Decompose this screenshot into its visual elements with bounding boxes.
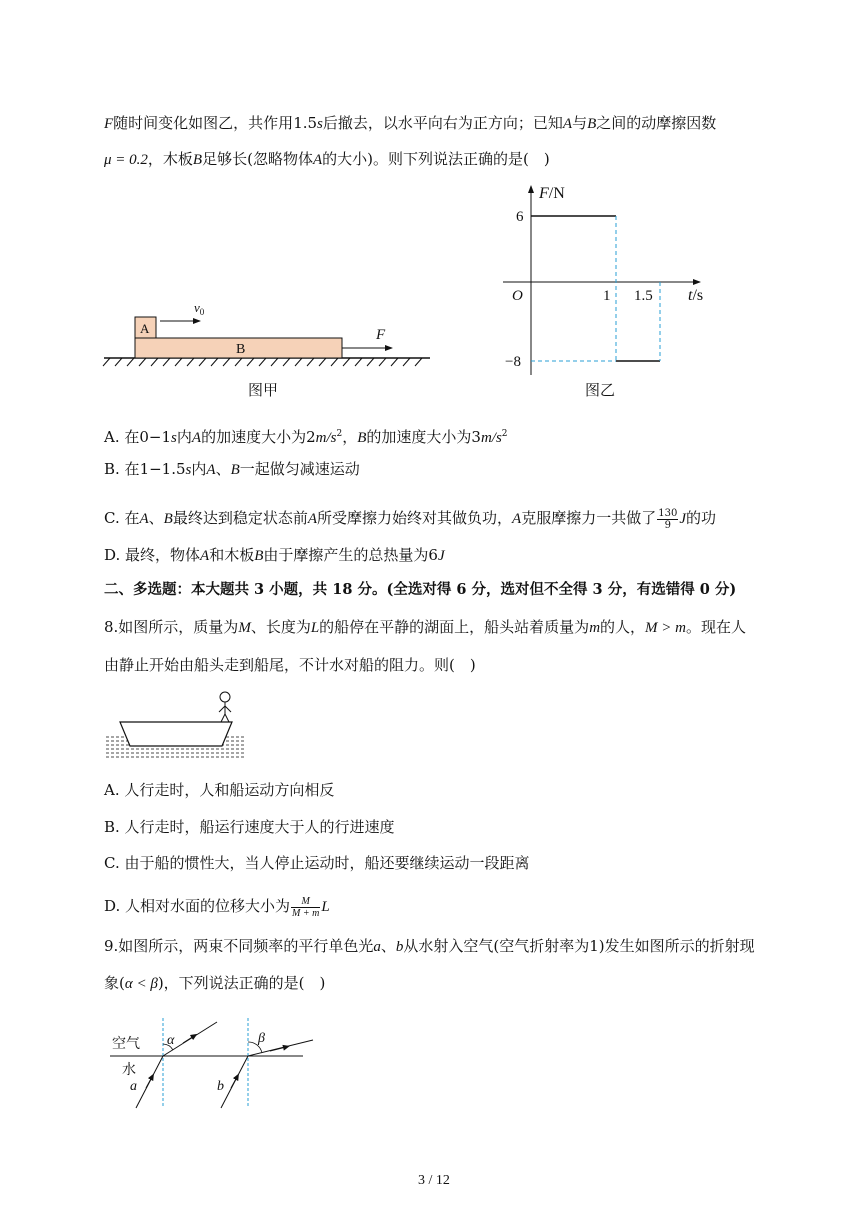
- origin-label: O: [512, 288, 523, 304]
- q8-line-1: 8.如图所示，质量为M、长度为L的船停在平静的湖面上，船头站着质量为m的人，M > m。现在人: [104, 618, 747, 636]
- boat-hull: [120, 722, 232, 746]
- y-tick-minus-8: −8: [505, 354, 521, 370]
- alpha-label: α: [167, 1033, 175, 1048]
- q8-option-a[interactable]: A. 人行走时，人和船运动方向相反: [104, 781, 335, 799]
- ray-b-label: b: [217, 1079, 224, 1094]
- section-2-heading: 二、多选题：本大题共 3 小题，共 18 分。(全选对得 6 分，选对但不全得 3 分，有选错得 0 分): [104, 581, 737, 598]
- q8-option-c[interactable]: C. 由于船的惯性大，当人停止运动时，船还要继续运动一段距离: [104, 854, 530, 872]
- q9-line-1: 9.如图所示，两束不同频率的平行单色光a、b从水射入空气(空气折射率为1)发生如图所示的折射现: [104, 937, 755, 955]
- q7-option-b[interactable]: B. 在1−1.5s内A、B一起做匀减速运动: [104, 460, 360, 478]
- x-tick-1-5: 1.5: [634, 288, 653, 304]
- page-number: 3 / 12: [418, 1173, 450, 1188]
- q7-line-1: F随时间变化如图乙，共作用1.5s后撤去，以水平向右为正方向；已知A与B之间的动摩擦因数: [104, 114, 717, 132]
- figure-jia-caption: 图甲: [248, 381, 279, 399]
- q8-option-b[interactable]: B. 人行走时，船运行速度大于人的行进速度: [104, 818, 395, 836]
- q7-option-c[interactable]: C. 在A、B最终达到稳定状态前A所受摩擦力始终对其做负功，A克服摩擦力一共做了 $\frac{130}{9}$ J的功: [104, 507, 717, 531]
- ray-b-refracted-arrow: [270, 1047, 286, 1051]
- q7-option-d[interactable]: D. 最终，物体A和木板B由于摩擦产生的总热量为6J: [104, 546, 445, 564]
- fraction-130-9: $\frac{130}{9}$: [658, 507, 678, 531]
- ray-a-label: a: [130, 1079, 137, 1094]
- air-label: 空气: [112, 1037, 140, 1052]
- ray-a-arrow: [146, 1077, 152, 1088]
- force-label: F: [376, 327, 386, 343]
- figure-yi-caption: 图乙: [585, 381, 616, 399]
- y-tick-6: 6: [516, 209, 524, 225]
- v0-label: $v_0$: [194, 300, 205, 317]
- x-axis-label: t/s: [688, 287, 704, 304]
- ray-b-arrow: [231, 1077, 237, 1088]
- water-label: 水: [122, 1063, 136, 1078]
- fraction-M-over-M-plus-m: $\frac{M}{M + m}$: [292, 895, 320, 919]
- x-tick-1: 1: [603, 288, 611, 304]
- q9-line-2: 象(α < β)，下列说法正确的是( ): [104, 974, 326, 992]
- boat-figure: [100, 688, 250, 763]
- board-b-label: B: [236, 342, 246, 357]
- refraction-figure: [100, 1010, 320, 1115]
- beta-label: β: [258, 1031, 265, 1046]
- symbol-F: F: [104, 116, 114, 132]
- ground-hatch: [103, 358, 422, 366]
- ray-a-refracted-arrow: [183, 1036, 194, 1043]
- q8-option-d[interactable]: D. 人相对水面的位移大小为 $\frac{M}{M + m}$ L: [104, 895, 330, 919]
- q8-line-2: 由静止开始由船头走到船尾，不计水对船的阻力。则( ): [104, 656, 476, 674]
- block-a-label: A: [140, 321, 150, 336]
- figure-yi: [495, 178, 725, 380]
- y-axis-label: F/N: [539, 185, 565, 202]
- q7-line-2: μ = 0.2，木板B足够长(忽略物体A的大小)。则下列说法正确的是( ): [104, 150, 550, 168]
- q7-option-a[interactable]: A. 在0−1s内A的加速度大小为$2m/s^2$，B的加速度大小为$3m/s^2$: [104, 428, 508, 446]
- person-stick-figure: [219, 692, 231, 722]
